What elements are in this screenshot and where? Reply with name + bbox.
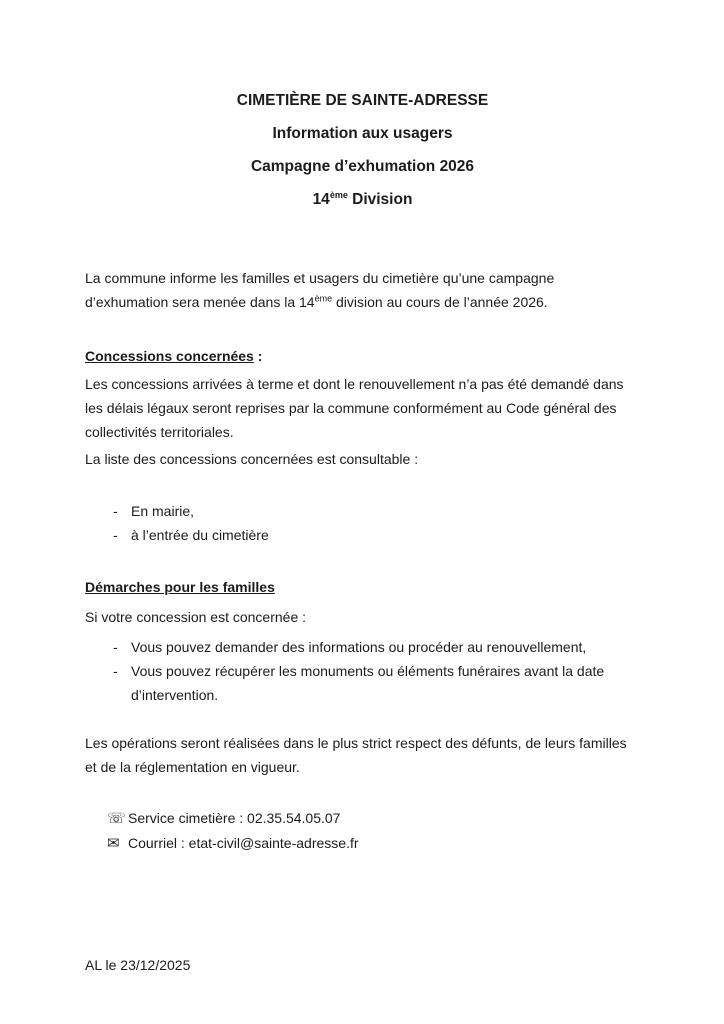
footer-signature-date: AL le 23/12/2025 — [85, 957, 191, 973]
list-item — [85, 659, 640, 707]
closing-paragraph: Les opérations seront réalisées dans le plus strict respect des défunts, de leurs familles et de la réglementation en vigueur. — [85, 735, 627, 775]
bullet-text-entree: à l’entrée du cimetière — [131, 527, 269, 543]
contact-email-text: Courriel : etat-civil@sainte-adresse.fr — [128, 835, 359, 851]
telephone-icon: ☏ — [107, 810, 126, 827]
division-ordinal-sup: ème — [329, 189, 348, 200]
contact-block — [107, 806, 640, 856]
demarches-bullet-list — [85, 635, 640, 707]
doc-subtitle-division — [85, 183, 640, 216]
concessions-bullet-list — [85, 499, 640, 547]
intro-ordinal-sup: ème — [314, 293, 333, 304]
demarches-intro: Si votre concession est concernée : — [85, 609, 307, 625]
bullet-dash: - — [113, 639, 118, 655]
bullet-text-renouvellement: Vous pouvez demander des informations ou procéder au renouvellement, — [131, 639, 587, 655]
doc-subtitle-campagne: Campagne d’exhumation 2026 — [250, 158, 475, 175]
bullet-dash: - — [113, 663, 118, 679]
section-heading-demarches — [85, 575, 640, 599]
list-item — [85, 635, 640, 659]
concessions-list-intro: La liste des concessions concernées est consultable : — [85, 451, 419, 467]
bullet-text-monuments: Vous pouvez récupérer les monuments ou éléments funéraires avant la date d’intervention. — [131, 663, 605, 703]
section-heading-concessions-colon: : — [253, 348, 263, 364]
contact-phone-text: Service cimetière : 02.35.54.05.07 — [128, 810, 341, 826]
list-item — [85, 499, 640, 523]
concessions-paragraph: Les concessions arrivées à terme et dont le renouvellement n’a pas été demandé dans les délais légaux seront reprises par la commune conformément au Code général des collectivités territoriales. — [85, 376, 624, 440]
contact-phone-line — [107, 806, 640, 831]
list-item — [85, 523, 640, 547]
section-heading-demarches-text: Démarches pour les familles — [85, 579, 275, 595]
doc-subtitle-usagers: Information aux usagers — [272, 125, 453, 142]
division-number: 14 — [312, 191, 330, 208]
section-heading-concessions — [85, 344, 640, 368]
intro-text-1: La commune informe les familles et usagers du cimetière qu’une campagne d’exhumation sera menée dans la 14 — [85, 270, 555, 310]
doc-title: CIMETIÈRE DE SAINTE-ADRESSE — [236, 92, 489, 109]
division-word: Division — [347, 191, 413, 208]
bullet-dash: - — [113, 503, 118, 519]
bullet-dash: - — [113, 527, 118, 543]
section-heading-concessions-text: Concessions concernées — [85, 348, 254, 364]
intro-paragraph — [85, 266, 640, 314]
contact-email-line — [107, 831, 640, 856]
bullet-text-mairie: En mairie, — [131, 503, 195, 519]
intro-text-2: division au cours de l’année 2026. — [332, 294, 548, 310]
envelope-icon: ✉ — [107, 835, 120, 852]
